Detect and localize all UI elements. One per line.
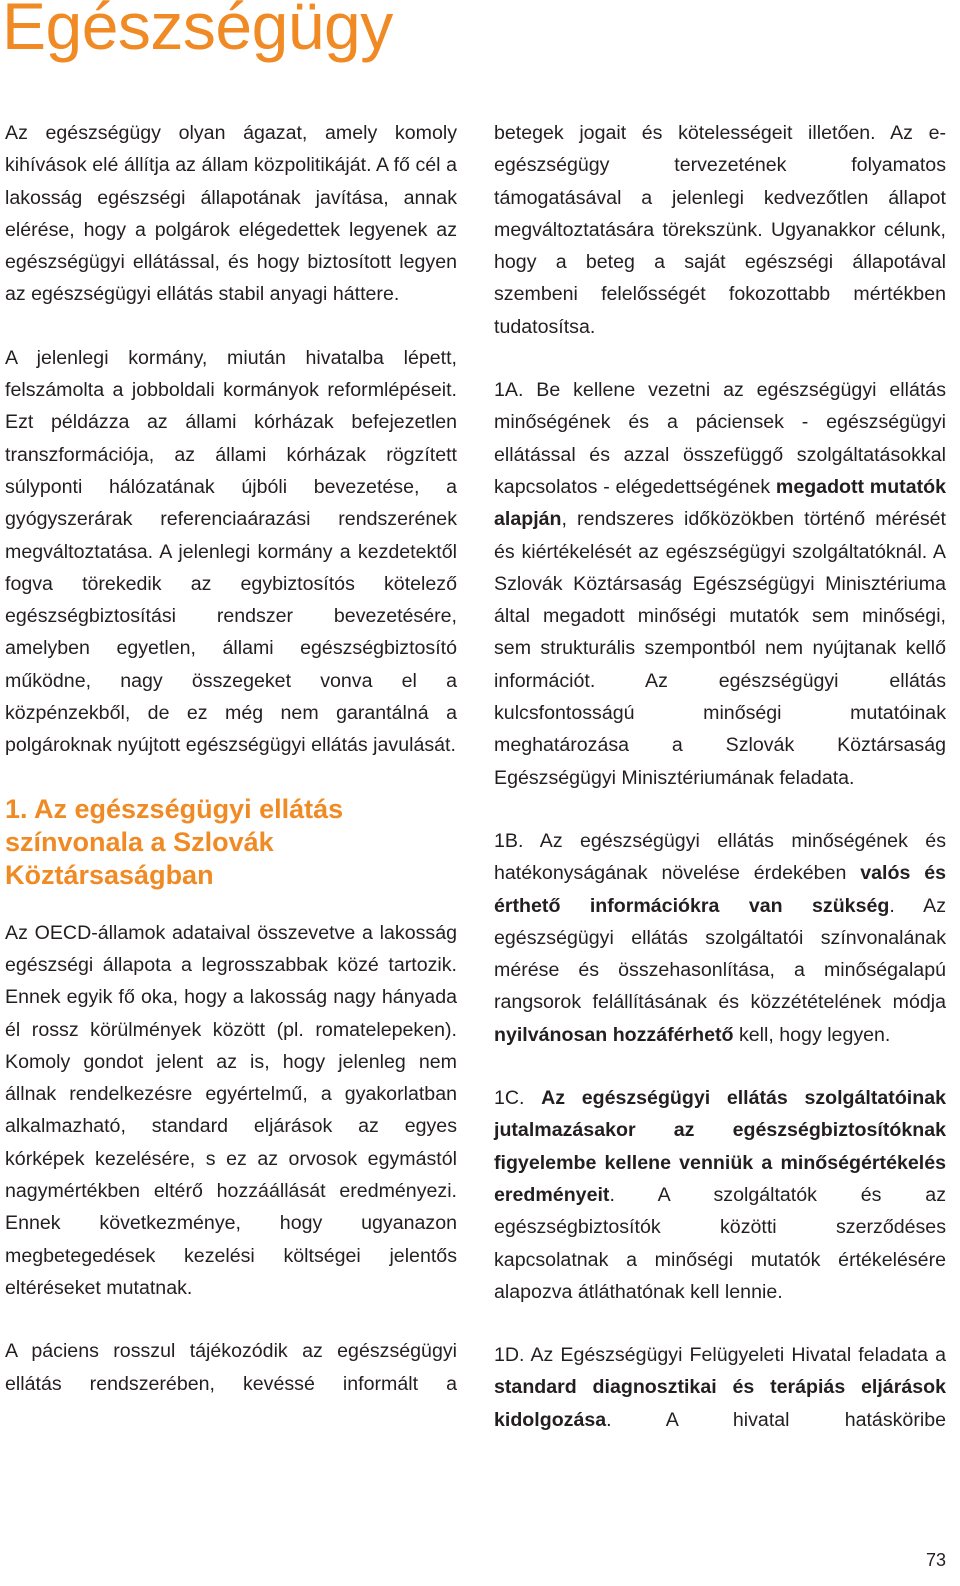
point-1b-text: 1B. Az egészségügyi ellátás minőségének és hatékonyságának növelése érdekében bbox=[494, 829, 946, 885]
point-1d-text-2: . A hivatal hatásköribe bbox=[606, 1408, 946, 1431]
point-1c-text: 1C. bbox=[494, 1087, 542, 1110]
point-1b bbox=[494, 825, 946, 1051]
government-paragraph: A jelenlegi kormány, miután hivatalba lépett, felszámolta a jobboldali kormányok reformlépéseit. Ezt példázza az állami kórházak befejezetlen transzformációja, az állami kórházak rögzített súlyponti hálózatának újbóli bevezetése, a gyógyszerárak referenciaárazási rendszerének megváltoztatása. A jelenlegi kormány a kezdetektől fogva törekedik az egybiztosítós kötelező egészségbiztosítási rendszer bevezetésére, amelyben egyetlen, állami egészségbiztosító működne, nagy összegeket vonva el a közpénzekből, de ez még nem garantálná a polgároknak nyújtott egészségügyi ellátás javulását. bbox=[5, 346, 457, 757]
patient-paragraph: A páciens rosszul tájékozódik az egészségügyi ellátás rendszerében, kevéssé informált a bbox=[5, 1340, 457, 1395]
point-1c bbox=[494, 1082, 946, 1308]
point-1c-text-2: . A szolgáltatók és az egészségbiztosítók közötti szerződéses kapcsolatnak a minőségi mutatók értékelésére alapozva átláthatónak kell lennie. bbox=[494, 1183, 946, 1303]
page-title: Egészségügy bbox=[2, 0, 393, 63]
section-heading: 1. Az egészségügyi ellátás színvonala a Szlovák Köztársaságban bbox=[5, 793, 344, 890]
rights-paragraph: betegek jogait és kötelességeit illetően. Az e-egészségügy tervezetének folyamatos támogatásával a jelenlegi kedvezőtlen állapot megváltoztatására törekszünk. Ugyanakkor célunk, hogy a beteg a saját egészségi állapotával szembeni felelősségét fokozottabb mértékben tudatosítsa. bbox=[494, 122, 946, 338]
point-1a bbox=[494, 374, 946, 794]
left-column bbox=[5, 117, 457, 1400]
point-1d-text: 1D. Az Egészségügyi Felügyeleti Hivatal feladata a bbox=[494, 1344, 946, 1367]
point-1b-text-2: . Az egészségügyi ellátás szolgáltatói színvonalának mérése és összehasonlítása, a minőségalapú rangsorok felállításának és közzétételének módja bbox=[494, 894, 946, 1014]
point-1b-bold-2: nyilvánosan hozzáférhető bbox=[494, 1023, 734, 1046]
point-1d bbox=[494, 1339, 946, 1436]
point-1a-text-2: , rendszeres időközökben történő mérését és kiértékelését az egészségügyi szolgáltatóknál. A Szlovák Köztársaság Egészségügyi Minisztériuma által megadott minőségi mutatók sem minőségi, sem strukturális szempontból nem nyújtanak kellő információt. Az egészségügyi ellátás kulcsfontosságú minőségi mutatóinak meghatározása a Szlovák Köztársaság Egészségügyi Minisztériumának feladata. bbox=[494, 508, 946, 789]
page-number: 73 bbox=[925, 1550, 946, 1570]
point-1c-bold: Az egészségügyi ellátás szolgáltatóinak jutalmazásakor az egészségbiztosítóknak figyelembe kellene venniük a minőségértékelés eredményeit bbox=[494, 1087, 946, 1206]
point-1b-bold: valós és érthető információkra van szükség bbox=[494, 862, 946, 917]
point-1d-bold: standard diagnosztikai és terápiás eljárások kidolgozása bbox=[494, 1376, 946, 1431]
right-column bbox=[494, 117, 946, 1436]
oecd-paragraph: Az OECD-államok adataival összevetve a lakosság egészségi állapota a legrosszabbak közé tartozik. Ennek egyik fő oka, hogy a lakosság nagy hányada él rossz körülmények között (pl. romatelepeken). Komoly gondot jelent az is, hogy jelenleg nem állnak rendelkezésre egyértelmű, a gyakorlatban alkalmazható, standard eljárások az egyes kórképek kezelésére, s ez az orvosok egymástól nagymértékben eltérő hozzáállását eredményezi. Ennek következménye, hogy ugyanazon megbetegedések kezelési költségei jelentős eltéréseket mutatnak. bbox=[5, 921, 457, 1299]
point-1a-text: 1A. Be kellene vezetni az egészségügyi ellátás minőségének és a páciensek - egészségügyi ellátással és azzal összefüggő szolgáltatásokkal kapcsolatos - elégedettségének bbox=[494, 379, 946, 498]
point-1b-text-3: kell, hogy legyen. bbox=[733, 1023, 891, 1046]
intro-paragraph: Az egészségügy olyan ágazat, amely komoly kihívások elé állítja az állam közpolitikáját. A fő cél a lakosság egészségi állapotának javítása, annak elérése, hogy a polgárok elégedettek legyenek az egészségügyi ellátással, és hogy biztosított legyen az egészségügyi ellátás stabil anyagi háttere. bbox=[5, 122, 457, 306]
point-1a-bold: megadott mutatók alapján bbox=[494, 475, 946, 531]
